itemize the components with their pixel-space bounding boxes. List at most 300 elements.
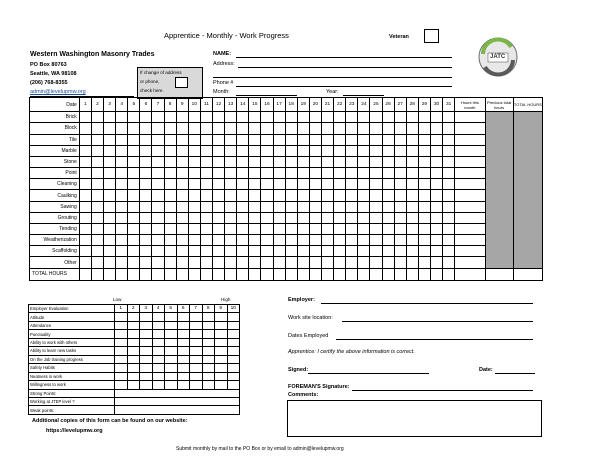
hour-cell[interactable] bbox=[249, 257, 261, 268]
rating-cell[interactable] bbox=[215, 355, 228, 363]
total-cell[interactable] bbox=[104, 268, 116, 280]
hour-cell[interactable] bbox=[418, 212, 430, 223]
hour-cell[interactable] bbox=[225, 235, 237, 246]
total-cell[interactable] bbox=[225, 268, 237, 280]
hour-cell[interactable] bbox=[225, 168, 237, 179]
hour-cell[interactable] bbox=[346, 190, 358, 201]
hour-cell[interactable] bbox=[200, 257, 212, 268]
total-cell[interactable] bbox=[91, 268, 103, 280]
rating-cell[interactable] bbox=[190, 347, 203, 355]
hour-cell[interactable] bbox=[321, 201, 333, 212]
hour-cell[interactable] bbox=[443, 201, 455, 212]
total-cell[interactable] bbox=[430, 268, 442, 280]
hour-cell[interactable] bbox=[152, 123, 164, 134]
hour-cell[interactable] bbox=[334, 190, 346, 201]
total-cell[interactable] bbox=[188, 268, 200, 280]
rating-cell[interactable] bbox=[227, 330, 240, 338]
hour-cell[interactable] bbox=[346, 246, 358, 257]
hour-cell[interactable] bbox=[213, 212, 225, 223]
hour-cell[interactable] bbox=[443, 168, 455, 179]
hour-cell[interactable] bbox=[309, 134, 321, 145]
hours-month-cell[interactable] bbox=[455, 168, 485, 179]
hour-cell[interactable] bbox=[116, 257, 128, 268]
hour-cell[interactable] bbox=[394, 112, 406, 123]
total-cell[interactable] bbox=[237, 268, 249, 280]
hour-cell[interactable] bbox=[297, 112, 309, 123]
rating-cell[interactable] bbox=[190, 372, 203, 380]
rating-cell[interactable] bbox=[127, 347, 140, 355]
rating-cell[interactable] bbox=[165, 338, 178, 346]
hour-cell[interactable] bbox=[116, 156, 128, 167]
hour-cell[interactable] bbox=[188, 201, 200, 212]
hour-cell[interactable] bbox=[394, 257, 406, 268]
employer-field[interactable] bbox=[321, 303, 533, 304]
hour-cell[interactable] bbox=[418, 112, 430, 123]
hour-cell[interactable] bbox=[237, 235, 249, 246]
hour-cell[interactable] bbox=[176, 257, 188, 268]
hour-cell[interactable] bbox=[152, 235, 164, 246]
hour-cell[interactable] bbox=[225, 112, 237, 123]
hour-cell[interactable] bbox=[213, 223, 225, 234]
hour-cell[interactable] bbox=[116, 212, 128, 223]
total-cell[interactable] bbox=[273, 268, 285, 280]
hour-cell[interactable] bbox=[309, 257, 321, 268]
hour-cell[interactable] bbox=[370, 235, 382, 246]
hours-month-cell[interactable] bbox=[455, 235, 485, 246]
hours-month-cell[interactable] bbox=[455, 123, 485, 134]
hour-cell[interactable] bbox=[176, 223, 188, 234]
hour-cell[interactable] bbox=[406, 179, 418, 190]
hour-cell[interactable] bbox=[346, 134, 358, 145]
hour-cell[interactable] bbox=[237, 134, 249, 145]
hour-cell[interactable] bbox=[334, 156, 346, 167]
hour-cell[interactable] bbox=[358, 168, 370, 179]
hour-cell[interactable] bbox=[321, 123, 333, 134]
hour-cell[interactable] bbox=[176, 168, 188, 179]
hour-cell[interactable] bbox=[176, 212, 188, 223]
hour-cell[interactable] bbox=[406, 134, 418, 145]
hour-cell[interactable] bbox=[443, 134, 455, 145]
hour-cell[interactable] bbox=[346, 156, 358, 167]
hour-cell[interactable] bbox=[346, 223, 358, 234]
rating-cell[interactable] bbox=[165, 321, 178, 329]
hour-cell[interactable] bbox=[213, 134, 225, 145]
hour-cell[interactable] bbox=[176, 246, 188, 257]
hour-cell[interactable] bbox=[152, 112, 164, 123]
hour-cell[interactable] bbox=[321, 190, 333, 201]
total-cell[interactable] bbox=[297, 268, 309, 280]
hour-cell[interactable] bbox=[309, 145, 321, 156]
rating-cell[interactable] bbox=[165, 347, 178, 355]
rating-cell[interactable] bbox=[177, 313, 190, 321]
hour-cell[interactable] bbox=[164, 123, 176, 134]
hours-month-cell[interactable] bbox=[455, 156, 485, 167]
hour-cell[interactable] bbox=[176, 179, 188, 190]
hour-cell[interactable] bbox=[346, 179, 358, 190]
hour-cell[interactable] bbox=[152, 156, 164, 167]
rating-cell[interactable] bbox=[127, 313, 140, 321]
hour-cell[interactable] bbox=[406, 223, 418, 234]
hour-cell[interactable] bbox=[321, 223, 333, 234]
total-cell[interactable] bbox=[152, 268, 164, 280]
hour-cell[interactable] bbox=[394, 201, 406, 212]
hour-cell[interactable] bbox=[334, 145, 346, 156]
hour-cell[interactable] bbox=[237, 257, 249, 268]
address-field[interactable] bbox=[238, 67, 452, 68]
hours-month-cell[interactable] bbox=[455, 246, 485, 257]
hour-cell[interactable] bbox=[79, 145, 91, 156]
rating-cell[interactable] bbox=[227, 338, 240, 346]
hour-cell[interactable] bbox=[430, 123, 442, 134]
rating-cell[interactable] bbox=[202, 364, 215, 372]
hour-cell[interactable] bbox=[237, 201, 249, 212]
hour-cell[interactable] bbox=[79, 123, 91, 134]
hour-cell[interactable] bbox=[285, 257, 297, 268]
hour-cell[interactable] bbox=[140, 156, 152, 167]
rating-cell[interactable] bbox=[115, 321, 128, 329]
rating-cell[interactable] bbox=[190, 381, 203, 389]
rating-cell[interactable] bbox=[177, 330, 190, 338]
hour-cell[interactable] bbox=[249, 123, 261, 134]
hour-cell[interactable] bbox=[382, 223, 394, 234]
hour-cell[interactable] bbox=[188, 257, 200, 268]
total-cell[interactable] bbox=[443, 268, 455, 280]
hour-cell[interactable] bbox=[285, 235, 297, 246]
rating-cell[interactable] bbox=[202, 347, 215, 355]
rating-cell[interactable] bbox=[165, 381, 178, 389]
hour-cell[interactable] bbox=[79, 201, 91, 212]
hour-cell[interactable] bbox=[382, 257, 394, 268]
rating-cell[interactable] bbox=[140, 381, 153, 389]
hour-cell[interactable] bbox=[200, 179, 212, 190]
hour-cell[interactable] bbox=[237, 112, 249, 123]
hour-cell[interactable] bbox=[394, 145, 406, 156]
total-cell[interactable] bbox=[128, 268, 140, 280]
hour-cell[interactable] bbox=[321, 112, 333, 123]
rating-cell[interactable] bbox=[215, 330, 228, 338]
hour-cell[interactable] bbox=[79, 156, 91, 167]
rating-cell[interactable] bbox=[177, 338, 190, 346]
hour-cell[interactable] bbox=[188, 235, 200, 246]
rating-cell[interactable] bbox=[140, 313, 153, 321]
hour-cell[interactable] bbox=[104, 179, 116, 190]
hour-cell[interactable] bbox=[79, 134, 91, 145]
rating-cell[interactable] bbox=[152, 372, 165, 380]
hour-cell[interactable] bbox=[261, 190, 273, 201]
hour-cell[interactable] bbox=[176, 156, 188, 167]
hour-cell[interactable] bbox=[334, 168, 346, 179]
hour-cell[interactable] bbox=[188, 123, 200, 134]
hour-cell[interactable] bbox=[285, 112, 297, 123]
hour-cell[interactable] bbox=[370, 123, 382, 134]
hour-cell[interactable] bbox=[418, 223, 430, 234]
rating-cell[interactable] bbox=[227, 364, 240, 372]
hour-cell[interactable] bbox=[346, 235, 358, 246]
hour-cell[interactable] bbox=[116, 112, 128, 123]
hour-cell[interactable] bbox=[309, 112, 321, 123]
rating-cell[interactable] bbox=[140, 338, 153, 346]
hour-cell[interactable] bbox=[104, 190, 116, 201]
rating-cell[interactable] bbox=[127, 355, 140, 363]
hour-cell[interactable] bbox=[406, 246, 418, 257]
hour-cell[interactable] bbox=[200, 168, 212, 179]
hour-cell[interactable] bbox=[91, 257, 103, 268]
rating-cell[interactable] bbox=[215, 364, 228, 372]
rating-cell[interactable] bbox=[227, 372, 240, 380]
rating-cell[interactable] bbox=[227, 381, 240, 389]
hour-cell[interactable] bbox=[370, 156, 382, 167]
hour-cell[interactable] bbox=[346, 145, 358, 156]
total-cell[interactable] bbox=[382, 268, 394, 280]
hour-cell[interactable] bbox=[285, 134, 297, 145]
hour-cell[interactable] bbox=[406, 112, 418, 123]
hour-cell[interactable] bbox=[188, 145, 200, 156]
rating-cell[interactable] bbox=[127, 330, 140, 338]
hour-cell[interactable] bbox=[334, 257, 346, 268]
hour-cell[interactable] bbox=[285, 201, 297, 212]
month-field[interactable] bbox=[236, 95, 297, 96]
total-cell[interactable] bbox=[213, 268, 225, 280]
total-cell[interactable] bbox=[346, 268, 358, 280]
hour-cell[interactable] bbox=[358, 145, 370, 156]
hour-cell[interactable] bbox=[91, 134, 103, 145]
hour-cell[interactable] bbox=[443, 223, 455, 234]
rating-cell[interactable] bbox=[190, 338, 203, 346]
hour-cell[interactable] bbox=[176, 201, 188, 212]
foreman-signature-field[interactable] bbox=[352, 390, 533, 391]
hour-cell[interactable] bbox=[358, 134, 370, 145]
hour-cell[interactable] bbox=[213, 235, 225, 246]
hour-cell[interactable] bbox=[394, 134, 406, 145]
rating-cell[interactable] bbox=[190, 355, 203, 363]
hour-cell[interactable] bbox=[394, 212, 406, 223]
hour-cell[interactable] bbox=[249, 156, 261, 167]
hour-cell[interactable] bbox=[188, 212, 200, 223]
hour-cell[interactable] bbox=[273, 112, 285, 123]
hour-cell[interactable] bbox=[164, 257, 176, 268]
hour-cell[interactable] bbox=[418, 134, 430, 145]
hour-cell[interactable] bbox=[237, 246, 249, 257]
hour-cell[interactable] bbox=[128, 168, 140, 179]
hour-cell[interactable] bbox=[140, 112, 152, 123]
hour-cell[interactable] bbox=[140, 246, 152, 257]
rating-cell[interactable] bbox=[127, 381, 140, 389]
hour-cell[interactable] bbox=[152, 201, 164, 212]
rating-cell[interactable] bbox=[215, 381, 228, 389]
rating-cell[interactable] bbox=[152, 381, 165, 389]
rating-cell[interactable] bbox=[115, 364, 128, 372]
hour-cell[interactable] bbox=[297, 246, 309, 257]
hour-cell[interactable] bbox=[140, 168, 152, 179]
hour-cell[interactable] bbox=[297, 223, 309, 234]
hour-cell[interactable] bbox=[309, 168, 321, 179]
hour-cell[interactable] bbox=[285, 190, 297, 201]
hour-cell[interactable] bbox=[213, 257, 225, 268]
rating-cell[interactable] bbox=[127, 321, 140, 329]
hour-cell[interactable] bbox=[370, 223, 382, 234]
rating-cell[interactable] bbox=[202, 372, 215, 380]
hour-cell[interactable] bbox=[249, 235, 261, 246]
hour-cell[interactable] bbox=[237, 123, 249, 134]
total-cell[interactable] bbox=[406, 268, 418, 280]
rating-cell[interactable] bbox=[177, 364, 190, 372]
rating-cell[interactable] bbox=[140, 330, 153, 338]
hour-cell[interactable] bbox=[430, 190, 442, 201]
rating-cell[interactable] bbox=[202, 381, 215, 389]
hour-cell[interactable] bbox=[79, 179, 91, 190]
hour-cell[interactable] bbox=[443, 246, 455, 257]
phone-field[interactable] bbox=[236, 86, 452, 87]
hour-cell[interactable] bbox=[358, 156, 370, 167]
total-extra-cell[interactable] bbox=[455, 268, 485, 280]
hour-cell[interactable] bbox=[285, 156, 297, 167]
hour-cell[interactable] bbox=[382, 246, 394, 257]
hour-cell[interactable] bbox=[213, 179, 225, 190]
hour-cell[interactable] bbox=[370, 112, 382, 123]
rating-cell[interactable] bbox=[115, 372, 128, 380]
hour-cell[interactable] bbox=[321, 212, 333, 223]
rating-cell[interactable] bbox=[140, 321, 153, 329]
rating-cell[interactable] bbox=[152, 338, 165, 346]
hour-cell[interactable] bbox=[358, 223, 370, 234]
hour-cell[interactable] bbox=[273, 246, 285, 257]
rating-cell[interactable] bbox=[165, 330, 178, 338]
hour-cell[interactable] bbox=[164, 223, 176, 234]
total-cell[interactable] bbox=[176, 268, 188, 280]
rating-cell[interactable] bbox=[177, 321, 190, 329]
hour-cell[interactable] bbox=[261, 223, 273, 234]
rating-cell[interactable] bbox=[140, 364, 153, 372]
hour-cell[interactable] bbox=[128, 112, 140, 123]
total-cell[interactable] bbox=[334, 268, 346, 280]
hour-cell[interactable] bbox=[213, 145, 225, 156]
hour-cell[interactable] bbox=[116, 190, 128, 201]
hours-month-cell[interactable] bbox=[455, 201, 485, 212]
hour-cell[interactable] bbox=[116, 145, 128, 156]
hour-cell[interactable] bbox=[406, 212, 418, 223]
hour-cell[interactable] bbox=[188, 112, 200, 123]
hour-cell[interactable] bbox=[140, 201, 152, 212]
hour-cell[interactable] bbox=[79, 246, 91, 257]
rating-cell[interactable] bbox=[190, 330, 203, 338]
hour-cell[interactable] bbox=[116, 246, 128, 257]
hour-cell[interactable] bbox=[370, 257, 382, 268]
hour-cell[interactable] bbox=[91, 190, 103, 201]
hour-cell[interactable] bbox=[249, 190, 261, 201]
org-email-link[interactable]: admin@levelupmw.org bbox=[30, 89, 86, 95]
hour-cell[interactable] bbox=[152, 223, 164, 234]
hour-cell[interactable] bbox=[176, 145, 188, 156]
hour-cell[interactable] bbox=[406, 257, 418, 268]
hour-cell[interactable] bbox=[309, 235, 321, 246]
total-cell[interactable] bbox=[116, 268, 128, 280]
hour-cell[interactable] bbox=[249, 179, 261, 190]
hour-cell[interactable] bbox=[116, 134, 128, 145]
hour-cell[interactable] bbox=[116, 235, 128, 246]
hour-cell[interactable] bbox=[237, 190, 249, 201]
rating-cell[interactable] bbox=[165, 355, 178, 363]
hour-cell[interactable] bbox=[418, 257, 430, 268]
hour-cell[interactable] bbox=[79, 235, 91, 246]
rating-cell[interactable] bbox=[115, 381, 128, 389]
hour-cell[interactable] bbox=[261, 246, 273, 257]
total-cell[interactable] bbox=[261, 268, 273, 280]
hour-cell[interactable] bbox=[140, 257, 152, 268]
hour-cell[interactable] bbox=[334, 223, 346, 234]
hour-cell[interactable] bbox=[79, 223, 91, 234]
hour-cell[interactable] bbox=[200, 156, 212, 167]
hour-cell[interactable] bbox=[346, 168, 358, 179]
hour-cell[interactable] bbox=[164, 190, 176, 201]
total-cell[interactable] bbox=[249, 268, 261, 280]
hour-cell[interactable] bbox=[200, 212, 212, 223]
total-cell[interactable] bbox=[200, 268, 212, 280]
hour-cell[interactable] bbox=[418, 246, 430, 257]
hour-cell[interactable] bbox=[152, 145, 164, 156]
rating-cell[interactable] bbox=[227, 321, 240, 329]
hour-cell[interactable] bbox=[164, 145, 176, 156]
hour-cell[interactable] bbox=[261, 201, 273, 212]
hour-cell[interactable] bbox=[370, 134, 382, 145]
hour-cell[interactable] bbox=[443, 156, 455, 167]
rating-cell[interactable] bbox=[215, 338, 228, 346]
hour-cell[interactable] bbox=[164, 134, 176, 145]
hour-cell[interactable] bbox=[91, 246, 103, 257]
rating-cell[interactable] bbox=[202, 355, 215, 363]
hour-cell[interactable] bbox=[200, 145, 212, 156]
hour-cell[interactable] bbox=[273, 257, 285, 268]
rating-cell[interactable] bbox=[152, 364, 165, 372]
total-cell[interactable] bbox=[321, 268, 333, 280]
hour-cell[interactable] bbox=[200, 223, 212, 234]
hour-cell[interactable] bbox=[225, 212, 237, 223]
hour-cell[interactable] bbox=[418, 123, 430, 134]
rating-cell[interactable] bbox=[215, 347, 228, 355]
rating-cell[interactable] bbox=[215, 321, 228, 329]
rating-cell[interactable] bbox=[152, 321, 165, 329]
hour-cell[interactable] bbox=[418, 168, 430, 179]
hour-cell[interactable] bbox=[382, 190, 394, 201]
hour-cell[interactable] bbox=[79, 168, 91, 179]
hour-cell[interactable] bbox=[334, 112, 346, 123]
hour-cell[interactable] bbox=[406, 123, 418, 134]
hour-cell[interactable] bbox=[297, 179, 309, 190]
total-cell[interactable] bbox=[394, 268, 406, 280]
hour-cell[interactable] bbox=[406, 145, 418, 156]
hour-cell[interactable] bbox=[91, 212, 103, 223]
hour-cell[interactable] bbox=[309, 201, 321, 212]
hour-cell[interactable] bbox=[164, 201, 176, 212]
hour-cell[interactable] bbox=[128, 235, 140, 246]
hour-cell[interactable] bbox=[200, 134, 212, 145]
hour-cell[interactable] bbox=[382, 112, 394, 123]
hour-cell[interactable] bbox=[91, 179, 103, 190]
hour-cell[interactable] bbox=[334, 246, 346, 257]
hour-cell[interactable] bbox=[443, 145, 455, 156]
hour-cell[interactable] bbox=[382, 179, 394, 190]
hour-cell[interactable] bbox=[104, 112, 116, 123]
hour-cell[interactable] bbox=[261, 123, 273, 134]
hour-cell[interactable] bbox=[309, 190, 321, 201]
eval-text-cell[interactable] bbox=[115, 389, 240, 397]
hour-cell[interactable] bbox=[261, 134, 273, 145]
rating-cell[interactable] bbox=[127, 364, 140, 372]
hour-cell[interactable] bbox=[321, 134, 333, 145]
hour-cell[interactable] bbox=[297, 190, 309, 201]
hour-cell[interactable] bbox=[321, 156, 333, 167]
hour-cell[interactable] bbox=[370, 179, 382, 190]
hour-cell[interactable] bbox=[334, 123, 346, 134]
